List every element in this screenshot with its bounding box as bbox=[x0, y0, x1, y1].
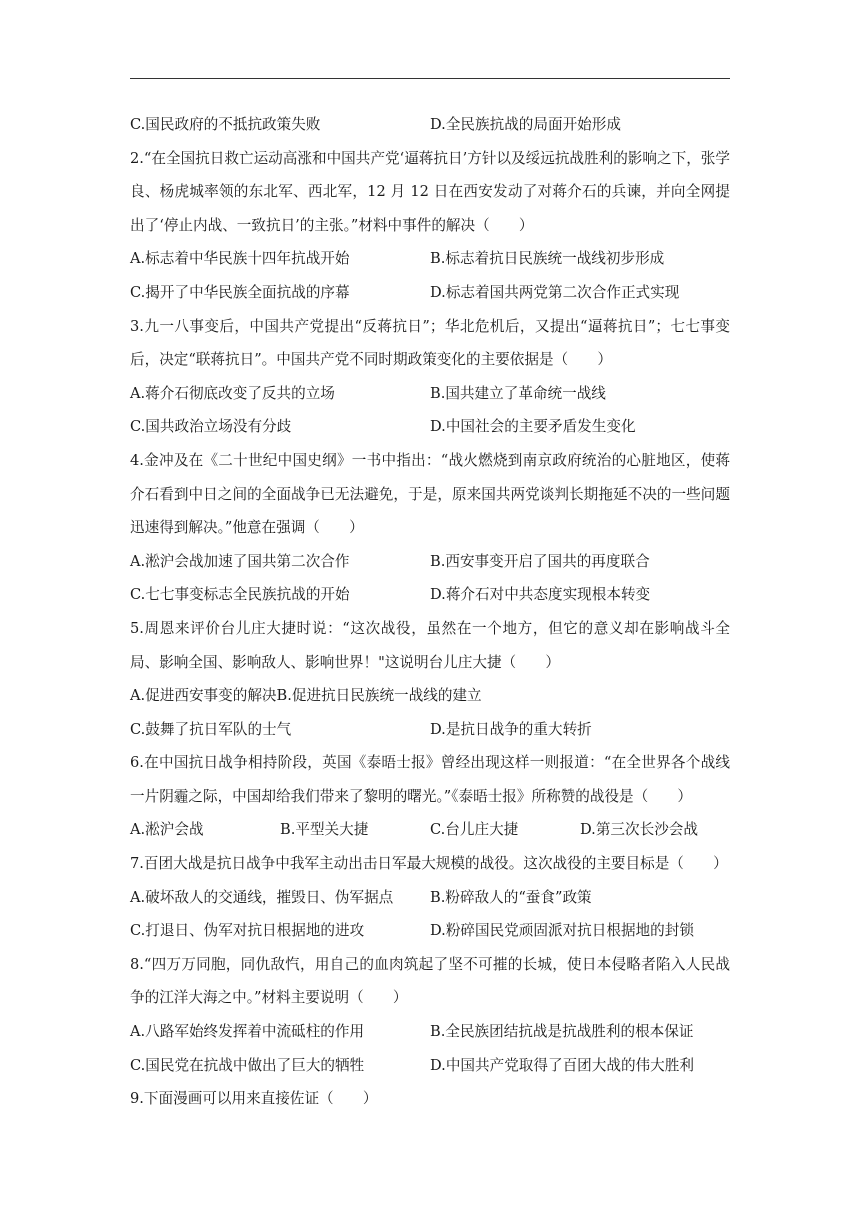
option-d: D.全民族抗战的局面开始形成 bbox=[430, 116, 621, 133]
option-d: D.标志着国共两党第二次合作正式实现 bbox=[430, 283, 680, 301]
option-c: C.打退日、伪军对抗日根据地的进攻 bbox=[130, 922, 365, 940]
option-b: B.粉碎敌人的“蚕食”政策 bbox=[430, 888, 592, 906]
option-a: A.八路军始终发挥着中流砥柱的作用 bbox=[130, 1023, 365, 1041]
question-2-options-row-1 bbox=[130, 242, 730, 276]
option-b: B.全民族团结抗战是抗战胜利的根本保证 bbox=[430, 1023, 694, 1041]
option-b: B.促进抗日民族统一战线的建立 bbox=[276, 687, 482, 705]
option-c: C.国民党在抗战中做出了巨大的牺牲 bbox=[130, 1056, 365, 1074]
question-7-options-row-2 bbox=[130, 914, 730, 948]
option-d: D.中国共产党取得了百团大战的伟大胜利 bbox=[430, 1056, 694, 1074]
question-4-options-row-1 bbox=[130, 545, 730, 579]
question-8-text: 8.“四万万同胞，同仇敌忾，用自己的血肉筑起了坚不可摧的长城，使日本侵略者陷入人民战争的江洋大海之中。”材料主要说明（ ） bbox=[130, 955, 730, 1007]
question-4-text: 4.金冲及在《二十世纪中国史纲》一书中指出：“战火燃烧到南京政府统治的心脏地区，使蒋介石看到中日之间的全面战争已无法避免，于是，原来国共两党谈判长期拖延不决的一些问题迅速得到解决。”他意在强调（ ） bbox=[130, 451, 730, 537]
question-3-options-row-2 bbox=[130, 410, 730, 444]
question-8-options-row-1 bbox=[130, 1015, 730, 1049]
option-c: C.国共政治立场没有分歧 bbox=[130, 418, 292, 436]
question-4-options-row-2 bbox=[130, 578, 730, 612]
question-1-options bbox=[130, 108, 730, 142]
option-b: B.平型关大捷 bbox=[280, 821, 369, 839]
question-2-text: 2.“在全国抗日救亡运动高涨和中国共产党‘逼蒋抗日’方针以及绥远抗战胜利的影响之下，张学良、杨虎城率领的东北军、西北军，12 月 12 日在西安发动了对蒋介石的兵谏，并向全网提出了‘停止内战、一致抗日’的主张。”材料中事件的解决（ ） bbox=[130, 149, 730, 234]
question-7-options-row-1 bbox=[130, 881, 730, 915]
option-c: C.揭开了中华民族全面抗战的序幕 bbox=[130, 283, 350, 301]
option-b: B.西安事变开启了国共的再度联合 bbox=[430, 552, 650, 570]
option-c: C.鼓舞了抗日军队的士气 bbox=[130, 720, 292, 738]
option-a: A.淞沪会战 bbox=[130, 821, 204, 839]
question-5-options-row-2 bbox=[130, 713, 730, 747]
question-7-text: 7.百团大战是抗日战争中我军主动出击日军最大规模的战役。这次战役的主要目标是（ ） bbox=[130, 855, 728, 873]
exam-page-content bbox=[130, 108, 730, 1116]
question-3-text: 3.九一八事变后，中国共产党提出“反蒋抗日”；华北危机后，又提出“逼蒋抗日”；七七事变后，决定“联蒋抗日”。中国共产党不同时期政策变化的主要依据是（ ） bbox=[130, 317, 730, 369]
option-d: D.粉碎国民党顽固派对抗日根据地的封锁 bbox=[430, 922, 694, 940]
option-a: A.淞沪会战加速了国共第二次合作 bbox=[130, 552, 350, 570]
question-6-text: 6.在中国抗日战争相持阶段，英国《泰晤士报》曾经出现这样一则报道：“在全世界各个战线一片阴霾之际，中国却给我们带来了黎明的曙光。”《泰晤士报》所称赞的战役是（ ） bbox=[130, 754, 730, 805]
question-5-options-row-1 bbox=[130, 679, 730, 713]
question-9-text: 9.下面漫画可以用来直接佐证（ ） bbox=[130, 1090, 378, 1108]
option-b: B.标志着抗日民族统一战线初步形成 bbox=[430, 250, 665, 268]
option-c: C.台儿庄大捷 bbox=[430, 821, 519, 839]
option-a: A.蒋介石彻底改变了反共的立场 bbox=[130, 384, 335, 402]
header-rule bbox=[130, 78, 730, 79]
option-a: A.标志着中华民族十四年抗战开始 bbox=[130, 250, 350, 268]
question-6-options bbox=[130, 813, 730, 847]
option-d: D.中国社会的主要矛盾发生变化 bbox=[430, 418, 636, 436]
option-c: C.七七事变标志全民族抗战的开始 bbox=[130, 586, 350, 604]
option-b: B.国共建立了革命统一战线 bbox=[430, 384, 606, 402]
option-d: D.是抗日战争的重大转折 bbox=[430, 720, 592, 738]
option-c: C.国民政府的不抵抗政策失败 bbox=[130, 116, 321, 133]
option-a: A.破坏敌人的交通线，摧毁日、伪军据点 bbox=[130, 888, 394, 906]
option-a: A.促进西安事变的解决 bbox=[130, 687, 277, 705]
question-3-options-row-1 bbox=[130, 377, 730, 411]
question-8-options-row-2 bbox=[130, 1049, 730, 1083]
question-2-options-row-2 bbox=[130, 276, 730, 310]
option-d: D.蒋介石对中共态度实现根本转变 bbox=[430, 586, 651, 604]
question-5-text: 5.周恩来评价台儿庄大捷时说：“这次战役，虽然在一个地方，但它的意义却在影响战斗全局、影响全国、影响敌人、影响世界！"这说明台儿庄大捷（ ） bbox=[130, 619, 730, 671]
option-d: D.第三次长沙会战 bbox=[580, 821, 698, 839]
